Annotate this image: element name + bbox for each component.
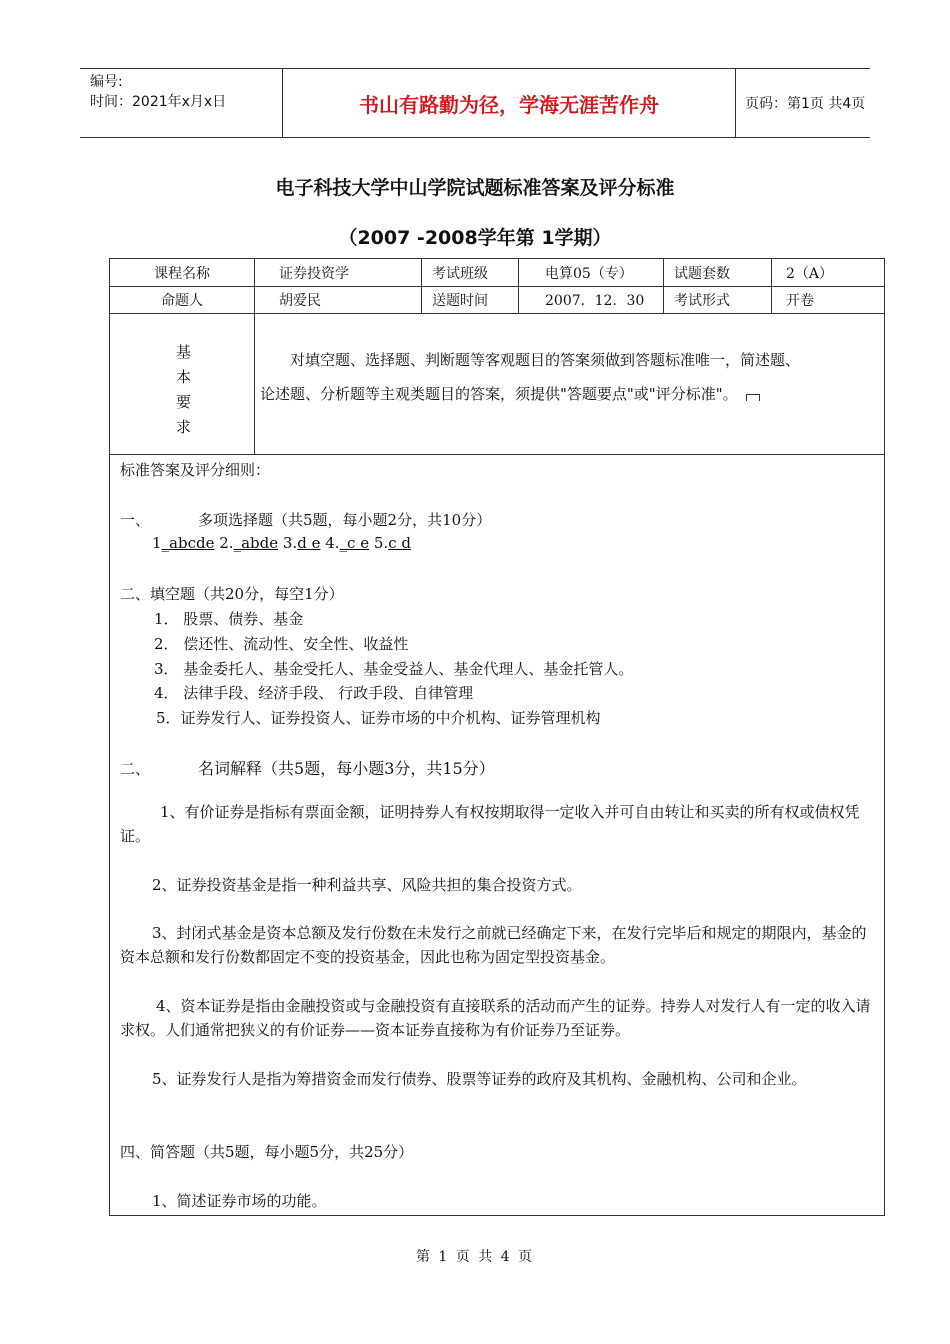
mc-num-1: 1	[152, 534, 162, 552]
mc-num-3: 3.	[282, 534, 298, 552]
section-4-heading: 四、简答题（共5题，每小题5分，共25分）	[120, 1143, 414, 1161]
section-3-title: 名词解释（共5题，每小题3分，共15分）	[198, 759, 495, 778]
course-name-value: 证券投资学	[255, 259, 422, 286]
mc-num-4: 4.	[325, 534, 340, 552]
doc-number-label: 编号:	[90, 74, 123, 90]
exam-class-value: 电算05（专）	[519, 259, 664, 286]
course-name-label: 课程名称	[110, 259, 255, 286]
fill-item-4: 4． 法律手段、经济手段、 行政手段、自律管理	[154, 684, 474, 702]
header-page-info: 页码：第1页 共4页	[745, 96, 866, 112]
section-1-heading	[120, 509, 491, 530]
section-3-heading	[120, 756, 495, 779]
requirements-row	[110, 313, 884, 455]
header-motto: 书山有路勤为径，学海无涯苦作舟	[282, 69, 736, 137]
mc-answer-1: _abcde	[161, 534, 215, 552]
exam-format-label: 考试形式	[664, 286, 772, 313]
mc-num-5: 5.	[373, 534, 389, 552]
paper-set-label: 试题套数	[664, 259, 772, 286]
paper-set-value: 2（A）	[786, 265, 834, 282]
mc-num-2: 2.	[219, 534, 234, 552]
req-char-4: 求	[176, 418, 192, 436]
author-value: 胡爱民	[255, 286, 422, 313]
fill-item-1: 1． 股票、债券、基金	[154, 610, 304, 628]
term-2: 2、证券投资基金是指一种利益共享、风险共担的集合投资方式。	[152, 876, 582, 894]
author-label: 命题人	[110, 286, 255, 313]
section-1-title: 多项选择题（共5题，每小题2分，共10分）	[198, 511, 492, 529]
page-header	[80, 68, 870, 138]
answer-heading: 标准答案及评分细则：	[120, 461, 271, 479]
info-row-1	[110, 259, 884, 287]
short-answer-1: 1、简述证券市场的功能。	[152, 1192, 327, 1210]
header-meta	[80, 69, 282, 137]
section-3-number: 二、	[120, 760, 151, 778]
mc-answer-3: d e	[297, 534, 321, 552]
return-mark-icon	[746, 394, 760, 401]
req-char-2: 本	[176, 368, 192, 386]
exam-class-label: 考试班级	[422, 259, 519, 286]
term-1: 1、有价证券是指标有票面金额，证明持券人有权按期取得一定收入并可自由转让和买卖的所有权或债权凭证。	[120, 803, 860, 845]
exam-answer-table	[109, 258, 885, 1216]
section-2-heading: 二、填空题（共20分，每空1分）	[120, 585, 344, 603]
section-1-number: 一、	[120, 511, 151, 529]
document-subtitle: （2007 -2008学年第 1学期）	[338, 227, 612, 249]
requirements-line-1: 对填空题、选择题、判断题等客观题目的答案须做到答题标准唯一，简述题、	[290, 351, 801, 369]
fill-item-2: 2． 偿还性、流动性、安全性、收益性	[154, 635, 409, 653]
requirements-text	[260, 343, 880, 411]
fill-item-5: 5．证券发行人、证券投资人、证券市场的中介机构、证券管理机构	[156, 709, 601, 727]
doc-time-label: 时间：2021年x月x日	[90, 94, 227, 110]
req-char-3: 要	[176, 393, 192, 411]
page-footer: 第 1 页 共 4 页	[415, 1249, 535, 1265]
info-row-2	[110, 286, 884, 314]
document-title: 电子科技大学中山学院试题标准答案及评分标准	[275, 177, 675, 199]
exam-format-value: 开卷	[786, 292, 814, 309]
mc-answer-4: _c e	[339, 534, 370, 552]
req-char-1: 基	[176, 343, 192, 361]
submit-time-value: 2007．12．30	[519, 286, 664, 313]
requirements-line-2-text: 论述题、分析题等主观类题目的答案，须提供"答题要点"或"评分标准"。	[260, 385, 738, 403]
term-5: 5、证券发行人是指为筹措资金而发行债券、股票等证券的政府及其机构、金融机构、公司和企业。	[152, 1070, 807, 1088]
term-3: 3、封闭式基金是资本总额及发行份数在未发行之前就已经确定下来，在发行完毕后和规定的期限内，基金的资本总额和发行份数都固定不变的投资基金，因此也称为固定型投资基金。	[120, 924, 867, 966]
requirements-label	[110, 313, 255, 454]
term-4: 4、资本证券是指由金融投资或与金融投资有直接联系的活动而产生的证券。持券人对发行人有一定的收入请求权。人们通常把狭义的有价证券——资本证券直接称为有价证券乃至证券。	[120, 997, 871, 1039]
fill-item-3: 3． 基金委托人、基金受托人、基金受益人、基金代理人、基金托管人。	[154, 660, 634, 678]
submit-time-label: 送题时间	[422, 286, 519, 313]
section-1-answers	[152, 534, 411, 552]
mc-answer-5: c d	[388, 534, 411, 552]
mc-answer-2: _abde	[233, 534, 279, 552]
requirements-line-2	[260, 377, 880, 411]
